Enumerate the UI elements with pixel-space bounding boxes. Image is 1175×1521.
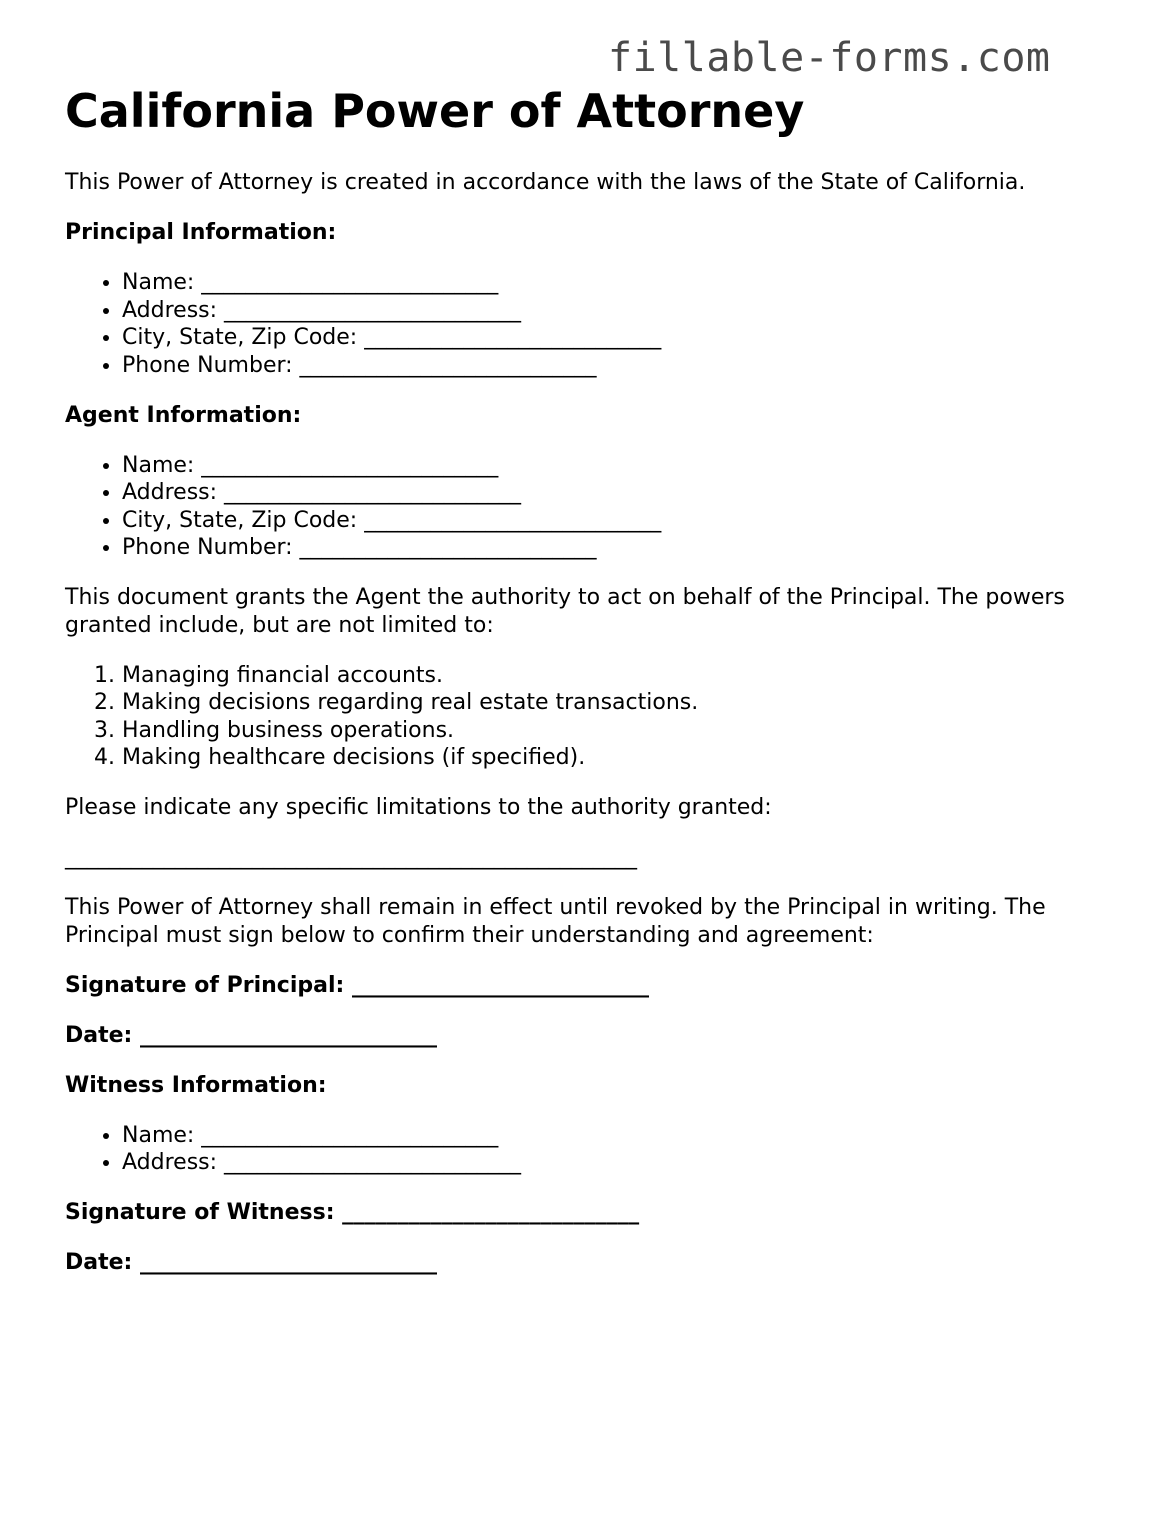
witness-fields-list: [65, 1122, 1125, 1177]
principal-date-field[interactable]: Date: ___________________________: [65, 1022, 438, 1048]
agent-heading: Agent Information:: [65, 402, 302, 428]
principal-heading: Principal Information:: [65, 220, 337, 245]
principal-name-field[interactable]: • Name: ___________________________: [122, 269, 1125, 297]
principal-address-field[interactable]: • Address: ___________________________: [122, 297, 1125, 325]
limitations-input-line[interactable]: ____________________________________________________: [65, 845, 637, 870]
principal-fields-list: [65, 269, 1125, 379]
limitations-prompt: Please indicate any specific limitations to the authority granted:: [65, 795, 772, 820]
principal-city-state-zip-field[interactable]: • City, State, Zip Code: ___________________________: [122, 324, 1125, 352]
power-item: 2. Making decisions regarding real estate transactions.: [122, 689, 1125, 717]
witness-name-field[interactable]: • Name: ___________________________: [122, 1122, 1125, 1150]
intro-paragraph: This Power of Attorney is created in accordance with the laws of the State of California.: [65, 170, 1026, 195]
page-title: California Power of Attorney: [65, 84, 805, 138]
agent-address-field[interactable]: • Address: ___________________________: [122, 479, 1125, 507]
document-body: [65, 80, 1125, 1277]
principal-signature-field[interactable]: Signature of Principal: ___________________________: [65, 972, 649, 998]
witness-heading: Witness Information:: [65, 1072, 327, 1098]
witness-signature-field[interactable]: Signature of Witness: ___________________________: [65, 1200, 640, 1225]
grant-paragraph: This document grants the Agent the authority to act on behalf of the Principal. The powers granted include, but are not limited to:: [65, 585, 1065, 638]
witness-address-field[interactable]: • Address: ___________________________: [122, 1149, 1125, 1177]
agent-city-state-zip-field[interactable]: • City, State, Zip Code: ___________________________: [122, 507, 1125, 535]
watermark-text: fillable-forms.com: [608, 35, 1051, 81]
agent-phone-field[interactable]: • Phone Number: ___________________________: [122, 534, 1125, 562]
powers-list: [65, 662, 1125, 772]
power-item: 1. Managing financial accounts.: [122, 662, 1125, 690]
agent-name-field[interactable]: • Name: ___________________________: [122, 452, 1125, 480]
agent-fields-list: [65, 452, 1125, 562]
power-item: 4. Making healthcare decisions (if specified).: [122, 744, 1125, 772]
witness-date-field[interactable]: Date: ___________________________: [65, 1250, 438, 1275]
principal-phone-field[interactable]: • Phone Number: ___________________________: [122, 352, 1125, 380]
effect-paragraph: This Power of Attorney shall remain in effect until revoked by the Principal in writing. The Principal must sign below to confirm their understanding and agreement:: [65, 895, 1046, 948]
power-item: 3. Handling business operations.: [122, 717, 1125, 745]
